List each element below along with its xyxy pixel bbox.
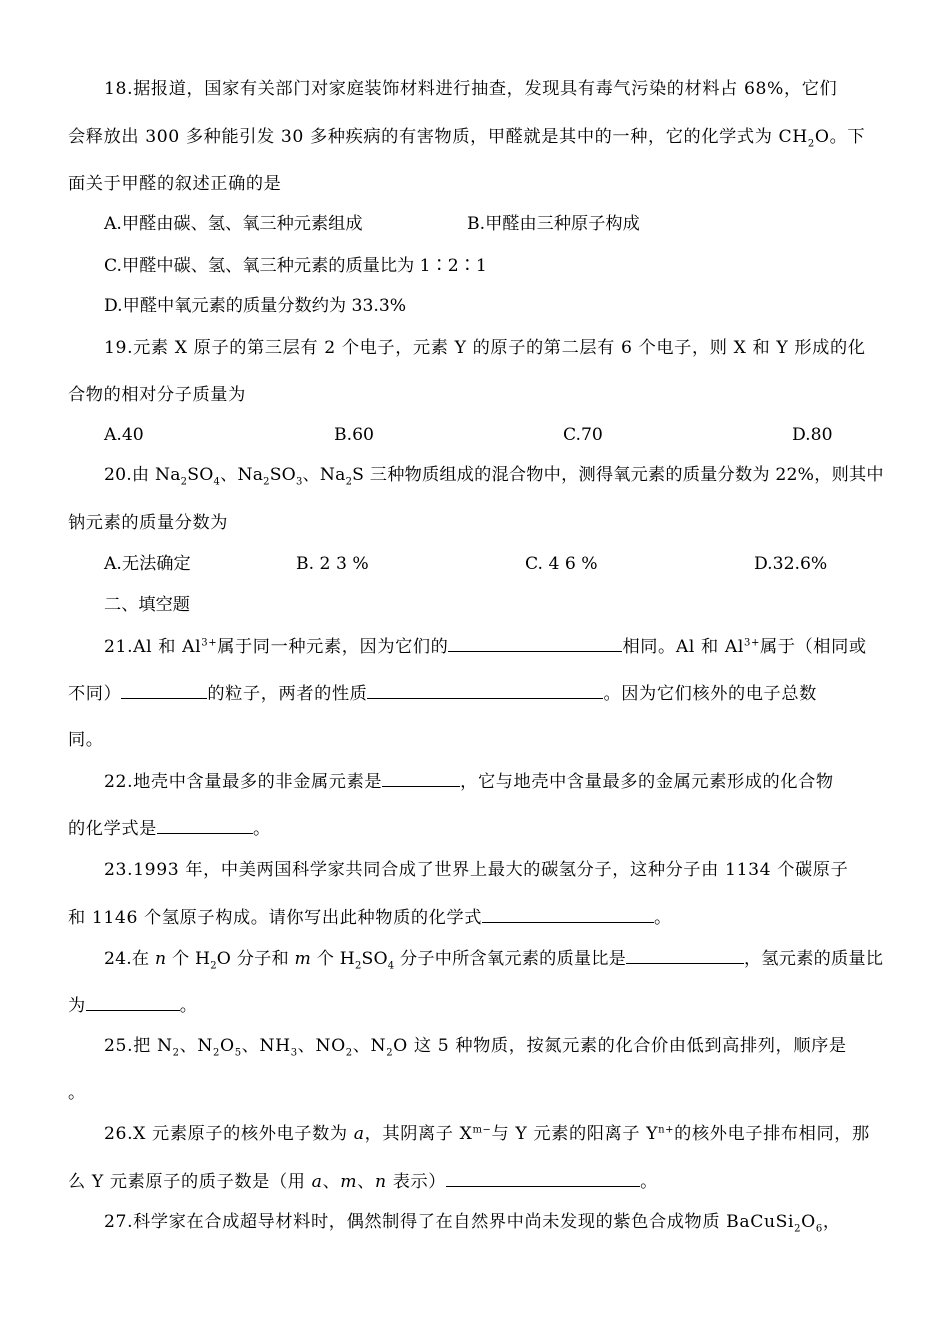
q19-option-a: A.40 [104,425,144,445]
q21-blank-2[interactable] [121,680,207,699]
q25-line-2: 。 [68,1083,86,1103]
q18-option-c: C.甲醛中碳、氢、氧三种元素的质量比为 1∶2∶1 [104,256,487,276]
q24-line-1: 24.在 n 个 $H_2O$ 分子和 m 个 $H_2SO_4$ 分子中所含氧元素的质量比是 ，氢元素的质量比 [104,945,884,972]
q18-option-d: D.甲醛中氧元素的质量分数约为 33.3% [104,296,407,316]
q19-line-2: 合物的相对分子质量为 [68,385,246,405]
q20-option-b: B. 2 3 % [296,554,369,574]
q21-line-2: 不同） 的粒子，两者的性质 。因为它们核外的电子总数 [68,680,884,707]
q26-line-1: 26.X 元素原子的核外电子数为 a，其阴离子 $X^{m-}$与 Y 元素的阳离子 $Y^{n+}$的核外电子排布相同，那 [104,1124,870,1144]
q23-line-1: 23.1993 年，中美两国科学家共同合成了世界上最大的碳氢分子，这种分子由 1134 个碳原子 [104,860,849,880]
q21-blank-3[interactable] [367,680,603,699]
q18-line-2: 会释放出 300 多种能引发 30 多种疾病的有害物质，甲醛就是其中的一种，它的化学式为 $CH_2O$。下 [68,127,866,150]
q22-line-1: 22.地壳中含量最多的非金属元素是 ，它与地壳中含量最多的金属元素形成的化合物 [104,768,884,795]
q22-line-2: 的化学式是 。 [68,815,884,842]
q19-option-b: B.60 [334,425,374,445]
q21-blank-1[interactable] [448,633,622,652]
q20-option-c: C. 4 6 % [525,554,598,574]
q18-option-a: A.甲醛由碳、氢、氧三种元素组成 [104,214,363,234]
q24-blank-1[interactable] [626,945,744,964]
q26-line-2: 么 Y 元素原子的质子数是（用 a、m、n 表示） 。 [68,1168,884,1195]
q19-line-1: 19.元素 X 原子的第三层有 2 个电子，元素 Y 的原子的第二层有 6 个电子，则 X 和 Y 形成的化 [104,338,866,358]
q24-blank-2[interactable] [86,992,180,1011]
q19-option-d: D.80 [792,425,833,445]
q22-blank-2[interactable] [157,815,253,834]
q18-option-b: B.甲醛由三种原子构成 [467,214,640,234]
q18-line-3: 面关于甲醛的叙述正确的是 [68,174,282,194]
q20-option-a: A.无法确定 [104,554,191,574]
q27-line-1: 27.科学家在合成超导材料时，偶然制得了在自然界中尚未发现的紫色合成物质 $BaCuSi_2O_6$， [104,1212,841,1235]
q23-blank[interactable] [482,904,654,923]
q21-line-1: 21.Al 和 $Al^{3+}$属于同一种元素，因为它们的 相同。Al 和 $Al^{3+}$属于（相同或 [104,633,884,660]
q25-line-1: 25.把 $N_2$、$N_2O_5$、$NH_3$、$NO_2$、$N_2O$ 这 5 种物质，按氮元素的化合价由低到高排列，顺序是 [104,1036,847,1059]
q22-blank-1[interactable] [382,768,460,787]
q20-option-d: D.32.6% [754,554,828,574]
q18-line-1: 18.据报道，国家有关部门对家庭装饰材料进行抽查，发现具有毒气污染的材料占 68%，它们 [104,79,838,99]
q21-line-3: 同。 [68,730,104,750]
q24-line-2: 为 。 [68,992,884,1019]
section-heading-fill-in: 二、填空题 [104,595,190,615]
q20-line-2: 钠元素的质量分数为 [68,513,229,533]
q23-line-2: 和 1146 个氢原子构成。请你写出此种物质的化学式 。 [68,904,884,931]
q19-option-c: C.70 [563,425,603,445]
q20-line-1: 20.由 $Na_2SO_4$、$Na_2SO_3$、$Na_2S$ 三种物质组成的混合物中，测得氧元素的质量分数为 22%，则其中 [104,465,884,488]
q26-blank[interactable] [446,1168,640,1187]
